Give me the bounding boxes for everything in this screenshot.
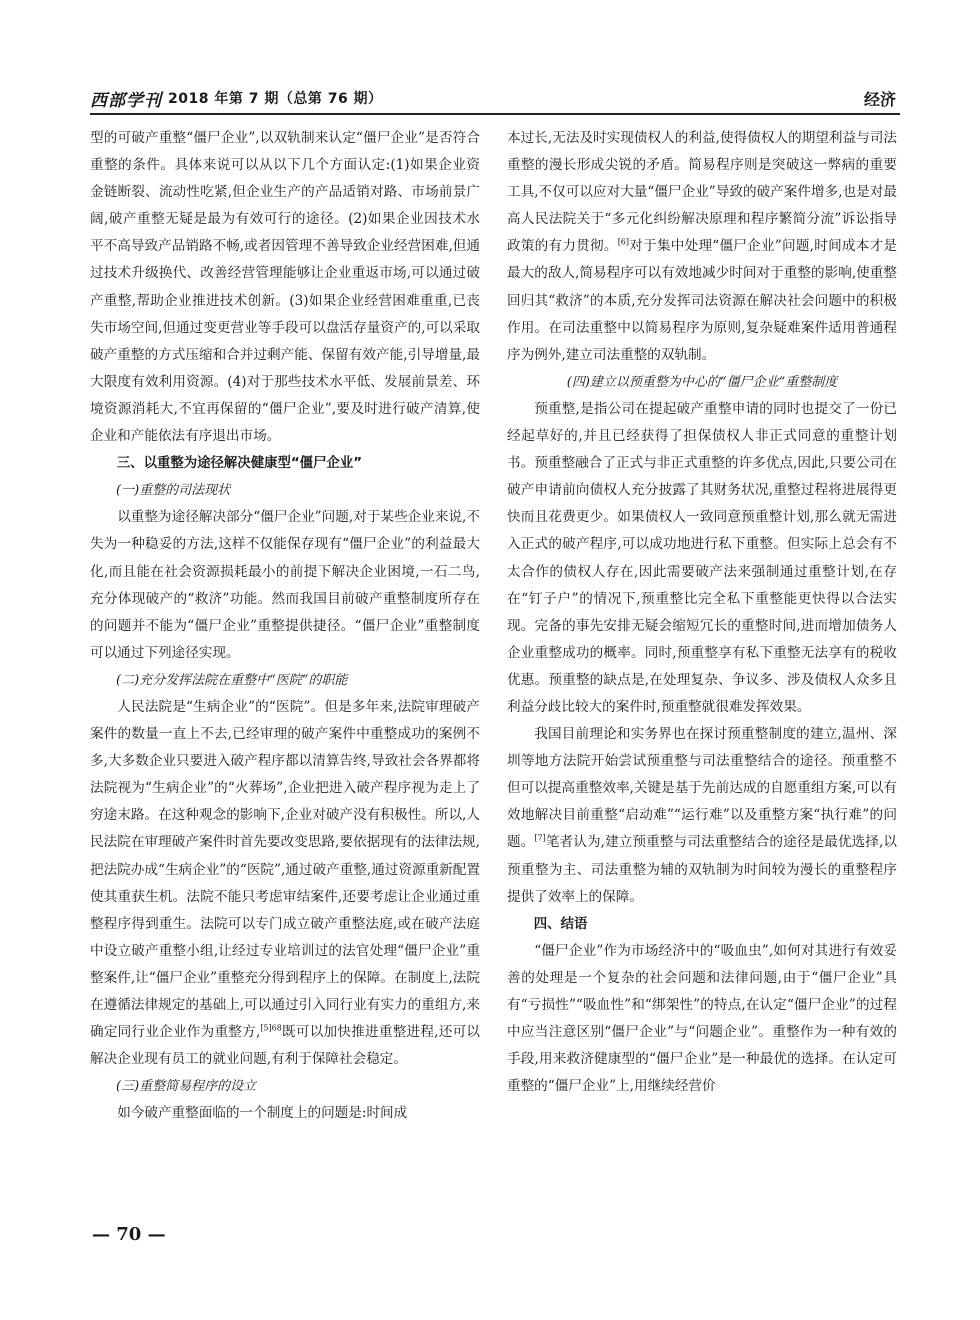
paragraph (90, 694, 480, 1073)
citation-ref: [7] (534, 833, 546, 843)
paragraph-text: (二)充分发挥法院在重整中“医院”的职能 (116, 672, 348, 688)
journal-title: 西部学刊 (90, 91, 162, 111)
subsection-heading (90, 667, 480, 694)
paragraph (507, 721, 897, 911)
citation-ref: [5]68 (260, 1023, 282, 1033)
paragraph-text: 以重整为途径解决部分“僵尸企业”问题,对于某些企业来说,不失为一种稳妥的方法,这样不仅能保存现有“僵尸企业”的利益最大化,而且能在社会资源损耗最小的前提下解决企业困境,一石二鸟,充分体现破产的“救济”功能。然而我国目前破产重整制度所存在的问题并不能为“僵尸企业”重整提供捷径。“僵尸企业”重整制度可以通过下列途径实现。 (90, 509, 480, 661)
paragraph-text: (一)重整的司法现状 (116, 483, 231, 499)
paragraph-text: (三)重整简易程序的设立 (116, 1079, 257, 1095)
running-header (90, 86, 900, 112)
paragraph-text: 对于集中处理“僵尸企业”问题,时间成本才是最大的敌人,简易程序可以有效地减少时间对于重整的影响,使重整回归其“救济”的本质,充分发挥司法资源在解决社会问题中的积极作用。在司法重整中以简易程序为原则,复杂疑难案件适用普通程序为例外,建立司法重整的双轨制。 (507, 238, 897, 363)
paragraph-text: “僵尸企业”作为市场经济中的“吸血虫”,如何对其进行有效妥善的处理是一个复杂的社会问题和法律问题,由于“僵尸企业”具有“亏损性”“吸血性”和“绑架性”的特点,在认定“僵尸企业”的过程中应当注意区别“僵尸企业”与“问题企业”。重整作为一种有效的手段,用来救济健康型的“僵尸企业”是一种最优的选择。在认定可重整的“僵尸企业”上,用继续经营价 (507, 942, 897, 1095)
issue-info: 2018 年第 7 期（总第 76 期） (168, 91, 383, 107)
paragraph-text: (四)建立以预重整为中心的“僵尸企业”重整制度 (566, 374, 838, 390)
section-heading (507, 911, 897, 938)
section-heading (90, 450, 480, 477)
subsection-heading (507, 369, 897, 396)
paragraph-text: 本过长,无法及时实现债权人的利益,使得债权人的期望利益与司法重整的漫长形成尖锐的矛盾。简易程序则是突破这一弊病的重要工具,不仅可以应对大量“僵尸企业”导致的破产案件增多,也是对最高人民法院关于“多元化纠纷解决原理和程序繁简分流”诉讼指导政策的有力贯彻。 (507, 130, 897, 255)
paragraph-text: 预重整,是指公司在提起破产重整申请的同时也提交了一份已经起草好的,并且已经获得了担保债权人非正式同意的重整计划书。预重整融合了正式与非正式重整的许多优点,因此,只要公司在破产申请前向债权人充分披露了其财务状况,重整过程将进展得更快而且花费更少。如果债权人一致同意预重整计划,那么就无需进入正式的破产程序,可以成功地进行私下重整。但实际上总会有不太合作的债权人存在,因此需要破产法来强制通过重整计划,在存在“钉子户”的情况下,预重整比完全私下重整能更快得以合法实现。完备的事先安排无疑会缩短冗长的重整时间,进而增加债务人企业重整成功的概率。同时,预重整享有私下重整无法享有的税收优惠。预重整的缺点是,在处理复杂、争议多、涉及债权人众多且利益分歧比较大的案件时,预重整就很难发挥效果。 (507, 400, 897, 715)
paragraph-text: 笔者认为,建立预重整与司法重整结合的途径是最优选择,以预重整为主、司法重整为辅的双轨制为时间较为漫长的重整程序提供了效率上的保障。 (507, 834, 897, 905)
paragraph-text: 既可以加快推进重整进程,还可以解决企业现有员工的就业问题,有利于保障社会稳定。 (90, 1024, 480, 1068)
subsection-heading (90, 1073, 480, 1100)
paragraph (507, 396, 897, 721)
paragraph (90, 125, 480, 450)
page-number: — 70 — (92, 1224, 166, 1245)
right-column (507, 125, 897, 1235)
paragraph-text: 我国目前理论和实务界也在探讨预重整制度的建立,温州、深圳等地方法院开始尝试预重整与司法重整结合的途径。预重整不但可以提高重整效率,关键是基于先前达成的自愿重组方案,可以有效地解决目前重整“启动难”“运行难”以及重整方案“执行难”的问题。 (507, 726, 897, 851)
paragraph (507, 938, 897, 1101)
paragraph-text: 型的可破产重整“僵尸企业”,以双轨制来认定“僵尸企业”是否符合重整的条件。具体来说可以从以下几个方面认定:(1)如果企业资金链断裂、流动性吃紧,但企业生产的产品适销对路、市场前景广阔,破产重整无疑是最为有效可行的途径。(2)如果企业因技术水平不高导致产品销路不畅,或者因管理不善导致企业经营困难,但通过技术升级换代、改善经营管理能够让企业重返市场,可以通过破产重整,帮助企业推进技术创新。(3)如果企业经营困难重重,已丧失市场空间,但通过变更营业等手段可以盘活存量资产的,可以采取破产重整的方式压缩和合并过剩产能、保留有效产能,引导增量,最大限度有效利用资源。(4)对于那些技术水平低、发展前景差、环境资源消耗大,不宜再保留的“僵尸企业”,要及时进行破产清算,使企业和产能依法有序退出市场。 (90, 130, 480, 445)
paragraph (507, 125, 897, 369)
paragraph-text: 三、以重整为途径解决健康型“僵尸企业” (116, 456, 363, 472)
paragraph-text: 人民法院是“生病企业”的“医院”。但是多年来,法院审理破产案件的数量一直上不去,已经审理的破产案件中重整成功的案例不多,大多数企业只要进入破产程序都以清算告终,导致社会各界都将法院视为“生病企业”的“火葬场”,企业把进入破产程序视为走上了穷途末路。在这种观念的影响下,企业对破产没有积极性。所以,人民法院在审理破产案件时首先要改变思路,要依据现有的法律法规,把法院办成“生病企业”的“医院”,通过破产重整,通过资源重新配置使其重获生机。法院不能只考虑审结案件,还要考虑让企业通过重整程序得到重生。法院可以专门成立破产重整法庭,或在破产法庭中设立破产重整小组,让经过专业培训过的法官处理“僵尸企业”重整案件,让“僵尸企业”重整充分得到程序上的保障。在制度上,法院在遵循法律规定的基础上,可以通过引入同行业有实力的重组方,来确定同行业企业作为重整方, (90, 698, 480, 1041)
paragraph-text: 四、结语 (533, 916, 588, 932)
subsection-heading (90, 477, 480, 504)
citation-ref: [6] (617, 237, 630, 247)
section-label: 经济 (863, 90, 896, 109)
header-rule (90, 113, 900, 115)
left-column (90, 125, 480, 1235)
paragraph (90, 1100, 480, 1127)
paragraph-text: 如今破产重整面临的一个制度上的问题是:时间成 (117, 1105, 408, 1122)
paragraph (90, 504, 480, 667)
